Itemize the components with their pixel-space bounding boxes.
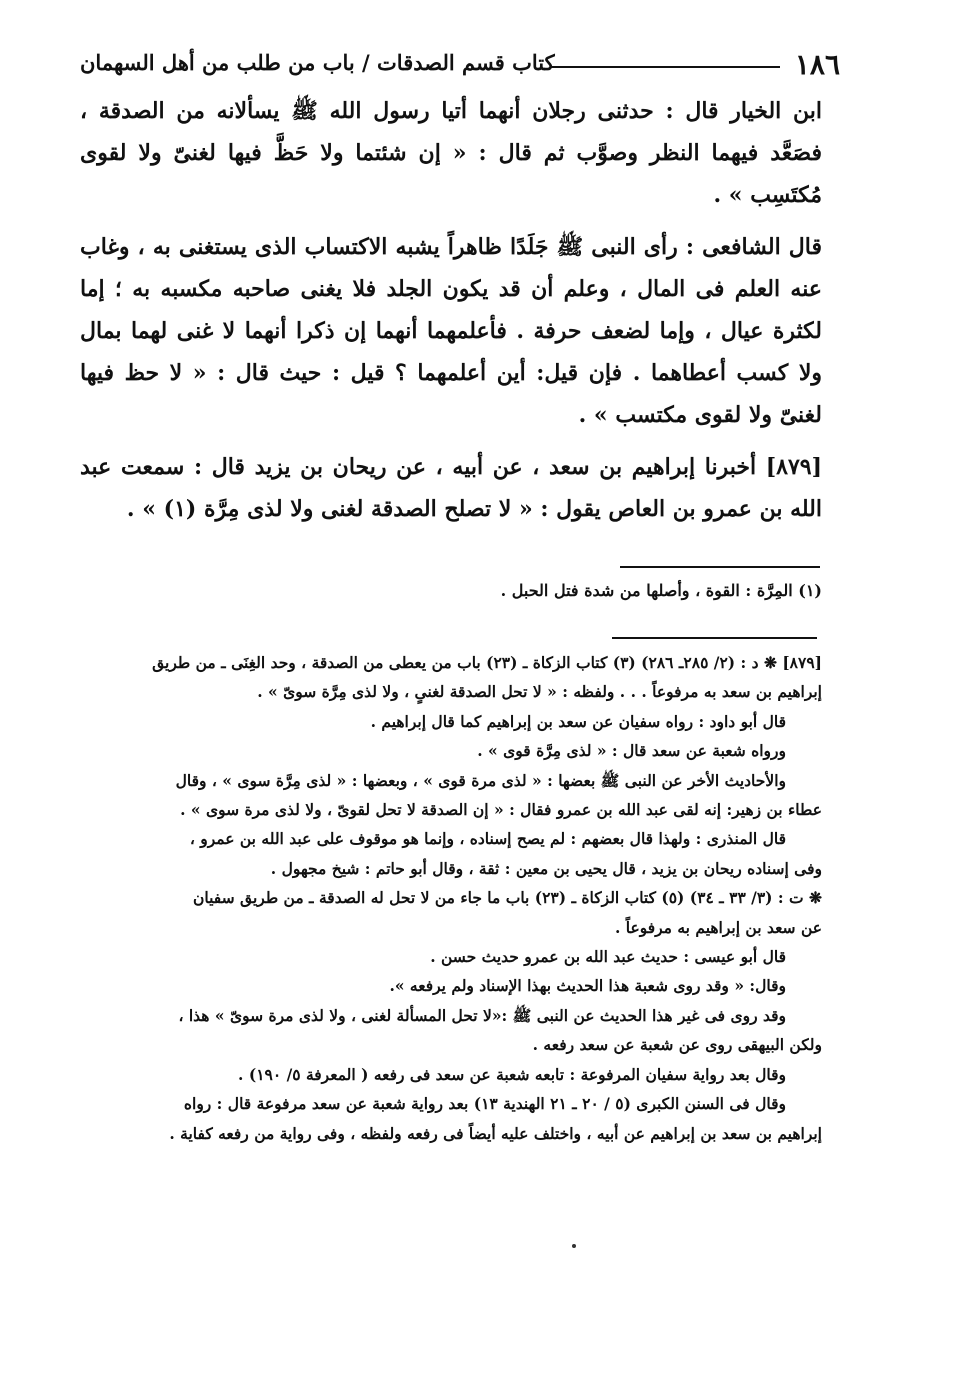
paragraph-hadith-1: ابن الخيار قال : حدثنى رجلان أنهما أتيا رسول الله ﷺ يسألانه من الصدقة ، فصَعَّد فيهما النظر وصوَّب ثم قال : « إن شئتما ولا حَظَّ فيها لغنىّ ولا لقوى مُكتَسِب » . <box>80 98 822 208</box>
notes-separator <box>612 637 817 639</box>
note-line: وقال بعد رواية سفيان المرفوعة : تابعه شعبة عن سعد فى رفعه ( المعرفة ٥/ ١٩٠) . <box>238 1064 786 1084</box>
chapter-title: كتاب قسم الصدقات / باب من طلب من أهل السهمان <box>80 50 555 75</box>
paragraph-hadith-879: [٨٧٩] أخبرنا إبراهيم بن سعد ، عن أبيه ، عن ريحان بن يزيد قال : سمعت عبد الله بن عمرو بن العاص يقول : « لا تصلح الصدقة لغنى ولا لذى مِرَّة (١) » . <box>80 454 822 522</box>
note-line: [٨٧٩] ❋ د : (٢/ ٢٨٥ـ ٢٨٦) (٣) كتاب الزكاة ـ (٢٣) باب من يعطى من الصدقة ، وحد الغِنَى ـ من طريق <box>152 653 822 672</box>
page-number: ١٨٦ <box>794 48 840 81</box>
note-line: عطاء بن زهير: إنه لقى عبد الله بن عمرو فقال : « إن الصدقة لا تحل لقوىّ ، ولا لذى مرة سوى » . <box>180 800 822 820</box>
note-line: قال أبو عيسى : حديث عبد الله بن عمرو حديث حسن . <box>430 947 786 967</box>
note-line: إبراهيم بن سعد به مرفوعاً . . . ولفظه : « لا تحل الصدقة لغنىٍ ، ولا لذى مِرَّة سوىّ » . <box>257 682 822 702</box>
note-line: ورواه شعبة عن سعد قال : « لذى مِرَّة قوى » . <box>477 741 786 761</box>
takhrij-notes <box>70 648 822 1148</box>
footnote-1: (١) المِرَّة : القوة ، وأصلها من شدة فتل الحبل . <box>500 581 822 600</box>
note-line: ولكن البيهقى روى عن شعبة عن سعد رفعه . <box>532 1035 822 1055</box>
note-line: إبراهيم بن سعد بن إبراهيم عن أبيه ، واختلف عليه أيضاً فى رفعه ولفظه ، وفى رواية من رفعه كفاية . <box>169 1123 822 1143</box>
note-line: عن سعد بن إبراهيم به مرفوعاً . <box>614 917 822 937</box>
note-line: وقد روى فى غير هذا الحديث عن النبى ﷺ :«لا تحل المسألة لغنى ، ولا لذى مرة سوىّ » هذا ، <box>178 1005 786 1025</box>
stray-ink-dot <box>572 1244 576 1248</box>
main-text <box>80 90 822 530</box>
footnote-separator <box>620 566 820 568</box>
running-header <box>80 44 840 84</box>
header-rule <box>550 66 780 68</box>
note-line: قال المنذرى : ولهذا قال بعضهم : لم يصح إسناده ، وإنما هو موقوف على عبد الله بن عمرو ، <box>189 829 786 849</box>
note-line: وقال: « وقد روى شعبة هذا الحديث بهذا الإسناد ولم يرفعه ». <box>389 976 786 996</box>
note-line: والأحاديث الأخر عن النبى ﷺ بعضها : « لذى مرة قوى » ، وبعضها : « لذى مِرَّة سوى » ، وقال <box>175 770 786 790</box>
paragraph-shafii-commentary: قال الشافعى : رأى النبى ﷺ جَلَدًا ظاهراً يشبه الاكتساب الذى يستغنى به ، وغاب عنه العلم فى المال ، وعلم أن قد يكون الجلد فلا يغنى صاحبه مكسبه به ؛ إما لكثرة عيال ، وإما لضعف حرفة . فأعلمهما أنهما إن ذكرا أنهما لا غنى لهما بمال ولا كسب أعطاهما . فإن قيل: أين أعلمهما ؟ قيل : حيث قال : « لا حظ فيها لغنىّ ولا لقوى مكتسب » . <box>80 234 822 428</box>
note-line: ❋ ت : (٣/ ٣٣ ـ ٣٤) (٥) كتاب الزكاة ـ (٢٣) باب ما جاء من لا تحل له الصدقة ـ من طريق سفيان <box>193 888 822 908</box>
note-line: قال أبو داود : رواه سفيان عن سعد بن إبراهيم كما قال إبراهيم . <box>370 711 786 731</box>
note-line: وفى إسناده ريحان بن يزيد ، قال يحيى بن معين : ثقة ، وقال أبو حاتم : شيخ مجهول . <box>270 858 822 878</box>
note-line: وقال فى السنن الكبرى (٥ / ٢٠ ـ ٢١ الهندية ١٣) بعد رواية شعبة عن سعد مرفوعة قال : رواه <box>183 1094 786 1114</box>
